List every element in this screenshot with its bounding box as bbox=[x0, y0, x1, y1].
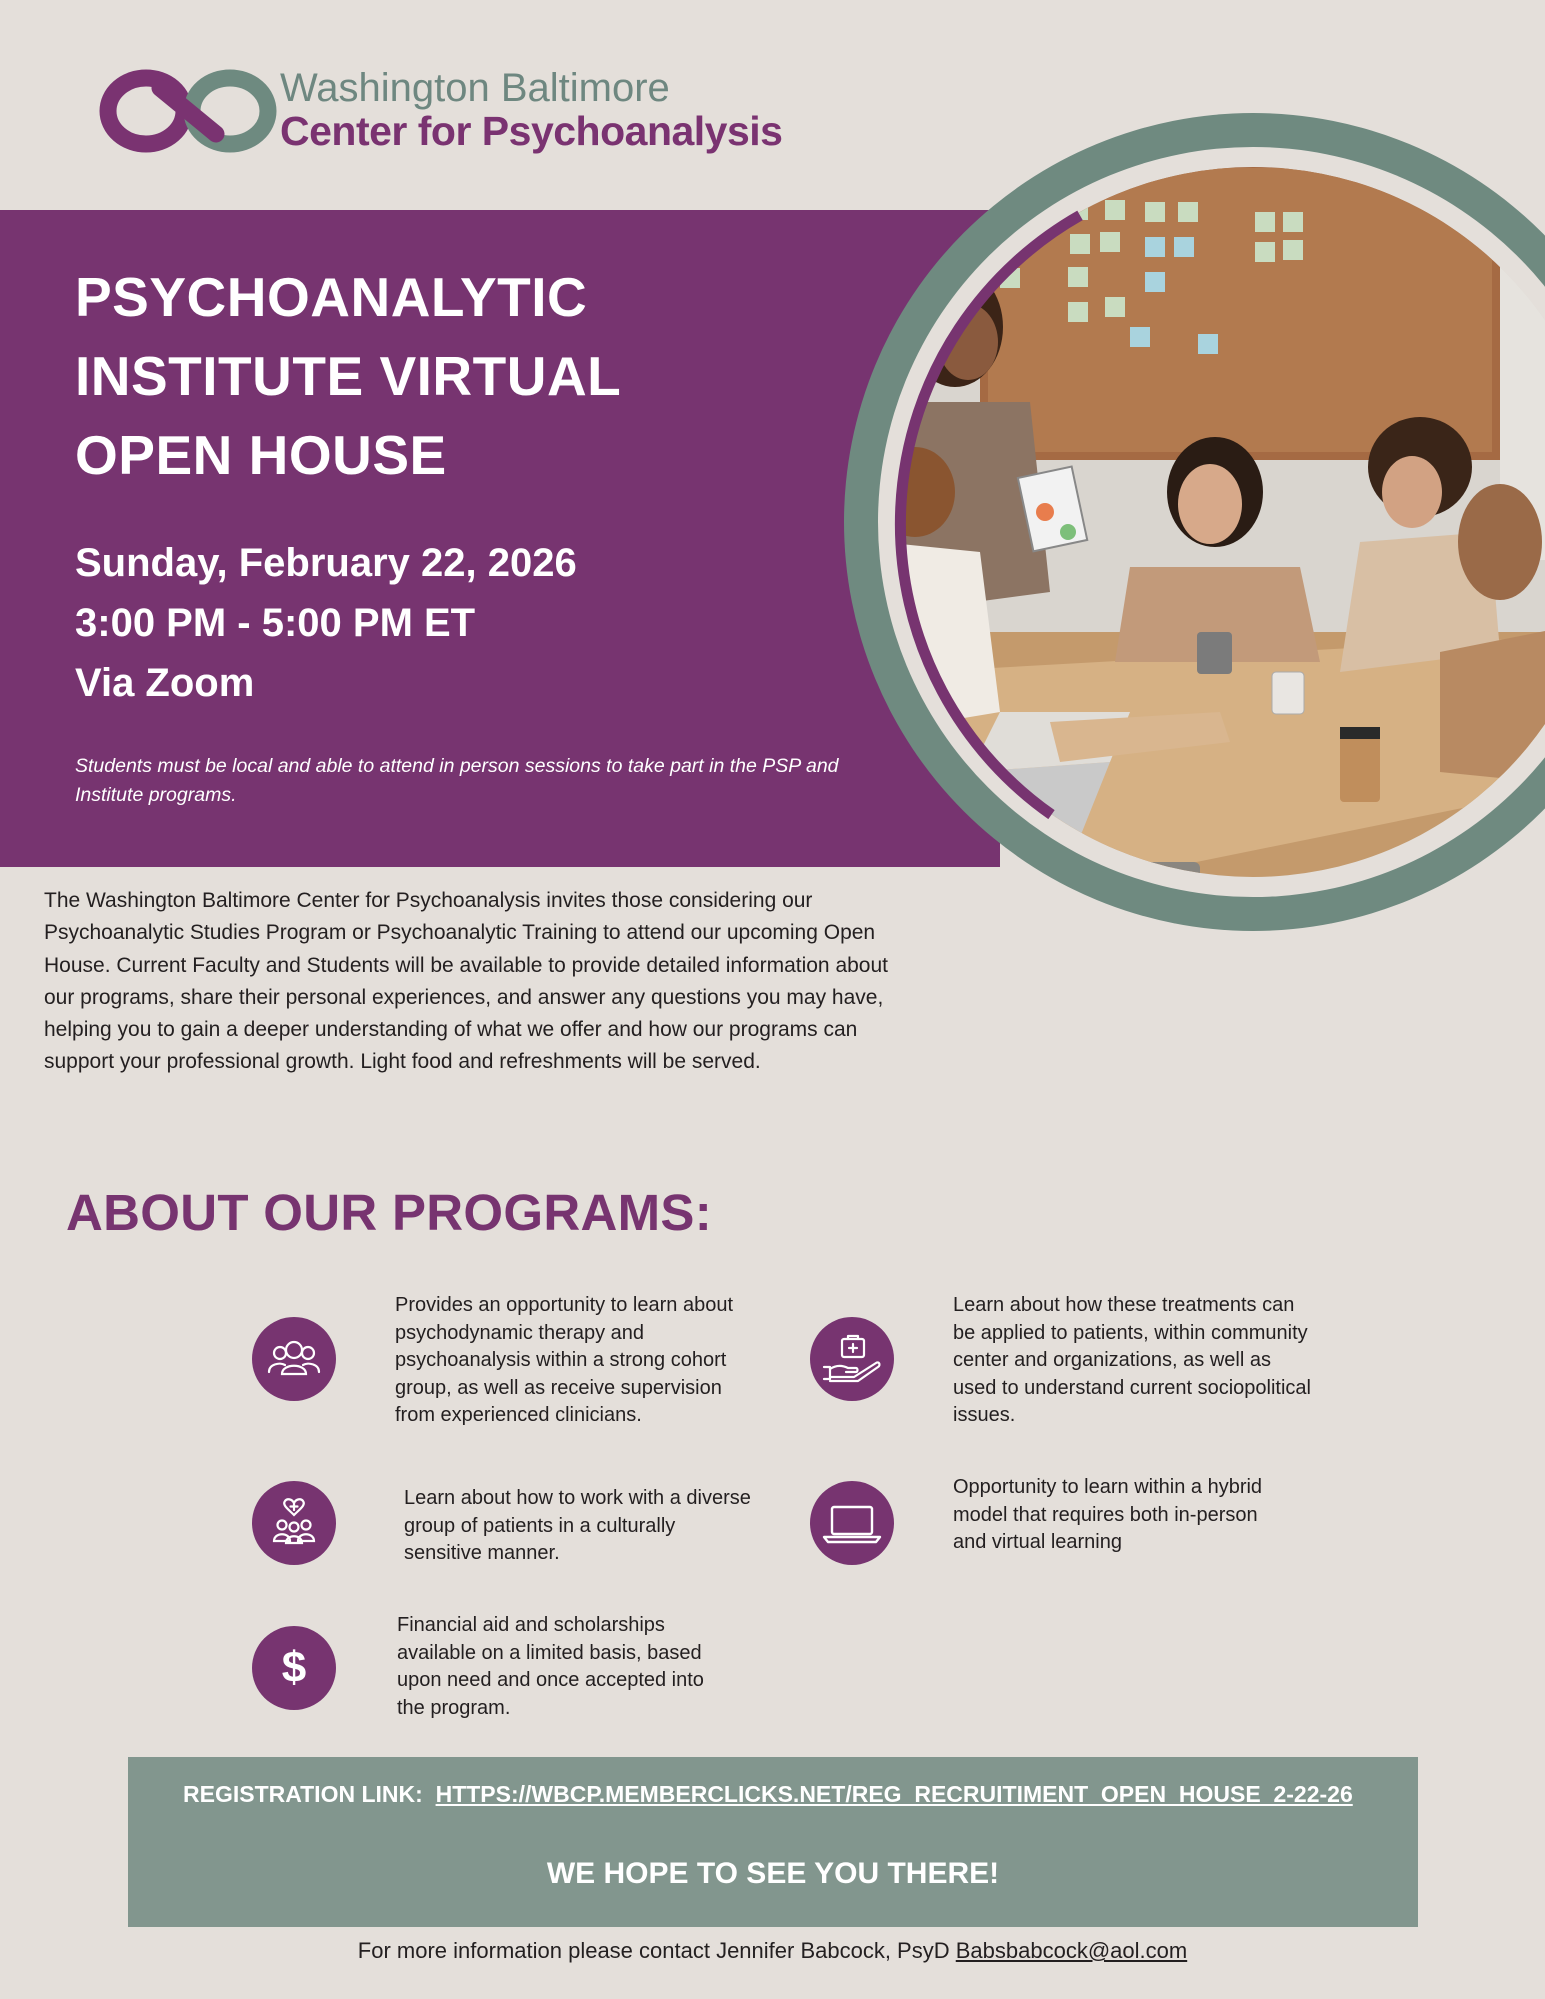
logo bbox=[98, 62, 798, 162]
event-time: 3:00 PM - 5:00 PM ET bbox=[75, 601, 476, 645]
photo-ring bbox=[800, 72, 1545, 977]
svg-text:$: $ bbox=[281, 1643, 307, 1692]
intro-paragraph: The Washington Baltimore Center for Psychoanalysis invites those considering our Psychoanalytic Studies Program or Psychoanalytic Training to attend our upcoming Open House. Current Faculty and Students will be available to provide detailed information about our programs, share their personal experiences, and answer any questions you may have, helping you to gain a deeper understanding of what we offer and how our programs can support your professional growth. Light food and refreshments will be served. bbox=[44, 889, 888, 1074]
program-item-text: Financial aid and scholarships available on a limited basis, based upon need and once accepted into the program. bbox=[397, 1614, 704, 1719]
registration-box bbox=[128, 1757, 1418, 1927]
group-people-icon bbox=[252, 1317, 336, 1401]
event-title bbox=[75, 258, 695, 495]
registration-line bbox=[183, 1777, 1393, 1811]
program-item-text: Learn about how these treatments can be applied to patients, within community center and organizations, as well as used to understand current sociopolitical issues. bbox=[953, 1294, 1311, 1426]
event-details bbox=[75, 533, 577, 713]
contact-footer bbox=[0, 1938, 1545, 1964]
registration-link[interactable]: HTTPS://WBCP.MEMBERCLICKS.NET/REG_RECRUITIMENT_OPEN_HOUSE_2-22-26 bbox=[435, 1781, 1353, 1807]
infinity-loop-icon bbox=[98, 66, 278, 156]
logo-line-2: Center for Psychoanalysis bbox=[280, 108, 783, 154]
event-date: Sunday, February 22, 2026 bbox=[75, 541, 577, 585]
program-item-text: Learn about how to work with a diverse group of patients in a culturally sensitive manner. bbox=[404, 1487, 751, 1564]
hand-medical-kit-icon bbox=[810, 1317, 894, 1401]
contact-email-link[interactable]: Babsbabcock@aol.com bbox=[955, 1938, 1188, 1963]
program-item-text: Opportunity to learn within a hybrid model that requires both in-person and virtual learning bbox=[953, 1476, 1263, 1553]
contact-text: For more information please contact Jennifer Babcock, PsyD bbox=[357, 1938, 950, 1963]
laptop-icon bbox=[810, 1481, 894, 1565]
dollar-sign-icon bbox=[252, 1626, 336, 1710]
diverse-patients-heart-icon bbox=[252, 1481, 336, 1565]
registration-label: REGISTRATION LINK: bbox=[183, 1781, 423, 1807]
about-heading: ABOUT OUR PROGRAMS: bbox=[66, 1184, 713, 1241]
event-venue: Via Zoom bbox=[75, 661, 255, 705]
title-line: INSTITUTE VIRTUAL bbox=[75, 345, 622, 407]
program-item-text: Provides an opportunity to learn about psychodynamic therapy and psychoanalysis within a strong cohort group, as well as receive supervision from experienced clinicians. bbox=[395, 1294, 733, 1426]
logo-line-1: Washington Baltimore bbox=[280, 66, 670, 110]
eligibility-note: Students must be local and able to attend in person sessions to take part in the PSP and Institute programs. bbox=[75, 755, 839, 806]
title-line: PSYCHOANALYTIC bbox=[75, 266, 588, 328]
title-line: OPEN HOUSE bbox=[75, 424, 447, 486]
closing-message: WE HOPE TO SEE YOU THERE! bbox=[546, 1857, 1000, 1890]
